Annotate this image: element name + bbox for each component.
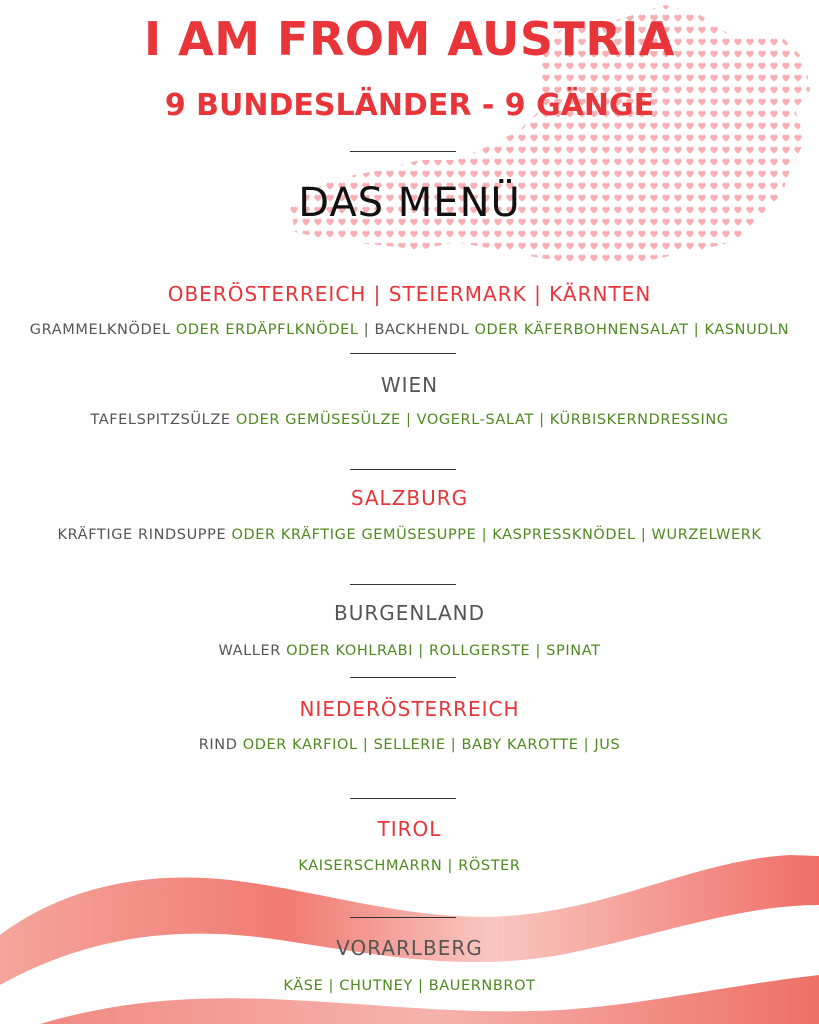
course-dishes xyxy=(0,858,819,874)
dish-alternative: ODER KRÄFTIGE GEMÜSESUPPE | KASPRESSKNÖDEL | WURZELWERK xyxy=(226,527,762,543)
dish-main: KAISERSCHMARRN | RÖSTER xyxy=(298,858,521,874)
course-region: WIEN xyxy=(380,373,439,397)
dish-alternative: ODER KÄFERBOHNENSALAT xyxy=(469,322,689,338)
dish-main: TAFELSPITZSÜLZE xyxy=(90,412,231,428)
divider xyxy=(350,677,456,678)
dish-alternative: ODER KOHLRABI | ROLLGERSTE | SPINAT xyxy=(280,643,601,659)
course-dishes xyxy=(0,527,819,543)
course-region: BURGENLAND xyxy=(334,601,485,625)
dish-main: WALLER xyxy=(218,643,281,659)
course-dishes xyxy=(0,322,819,338)
dish-main: GRAMMELKNÖDEL xyxy=(29,322,171,338)
course-region: OBERÖSTERREICH | STEIERMARK | KÄRNTEN xyxy=(167,282,652,306)
dish-main: BACKHENDL xyxy=(374,322,470,338)
divider xyxy=(350,151,456,152)
dish-alternative: ODER ERDÄPFLKNÖDEL xyxy=(170,322,359,338)
menu-heading: DAS MENÜ xyxy=(298,180,521,226)
dish-alternative: ODER GEMÜSESÜLZE | VOGERL-SALAT | KÜRBISKERNDRESSING xyxy=(230,412,729,428)
course-region: SALZBURG xyxy=(350,486,469,510)
divider xyxy=(350,353,456,354)
course-region: VORARLBERG xyxy=(336,936,483,960)
course-dishes xyxy=(0,737,819,753)
dish-alternative: ODER KARFIOL | SELLERIE | BABY KAROTTE | JUS xyxy=(237,737,621,753)
course-dishes xyxy=(0,643,819,659)
course-region: TIROL xyxy=(377,817,442,841)
page-subtitle: 9 BUNDESLÄNDER - 9 GÄNGE xyxy=(164,88,655,123)
divider xyxy=(350,917,456,918)
dish-separator: | xyxy=(688,322,705,338)
dish-main: KRÄFTIGE RINDSUPPE xyxy=(57,527,227,543)
course-dishes xyxy=(0,978,819,994)
dish-separator: | xyxy=(358,322,375,338)
dish-main: KÄSE | CHUTNEY | BAUERNBROT xyxy=(283,978,536,994)
course-region: NIEDERÖSTERREICH xyxy=(299,697,520,721)
course-dishes xyxy=(0,412,819,428)
divider xyxy=(350,798,456,799)
divider xyxy=(350,469,456,470)
dish-main: RIND xyxy=(198,737,238,753)
page-title: I AM FROM AUSTRIA xyxy=(144,12,675,66)
dish-side: KASNUDLN xyxy=(704,322,790,338)
divider xyxy=(350,584,456,585)
